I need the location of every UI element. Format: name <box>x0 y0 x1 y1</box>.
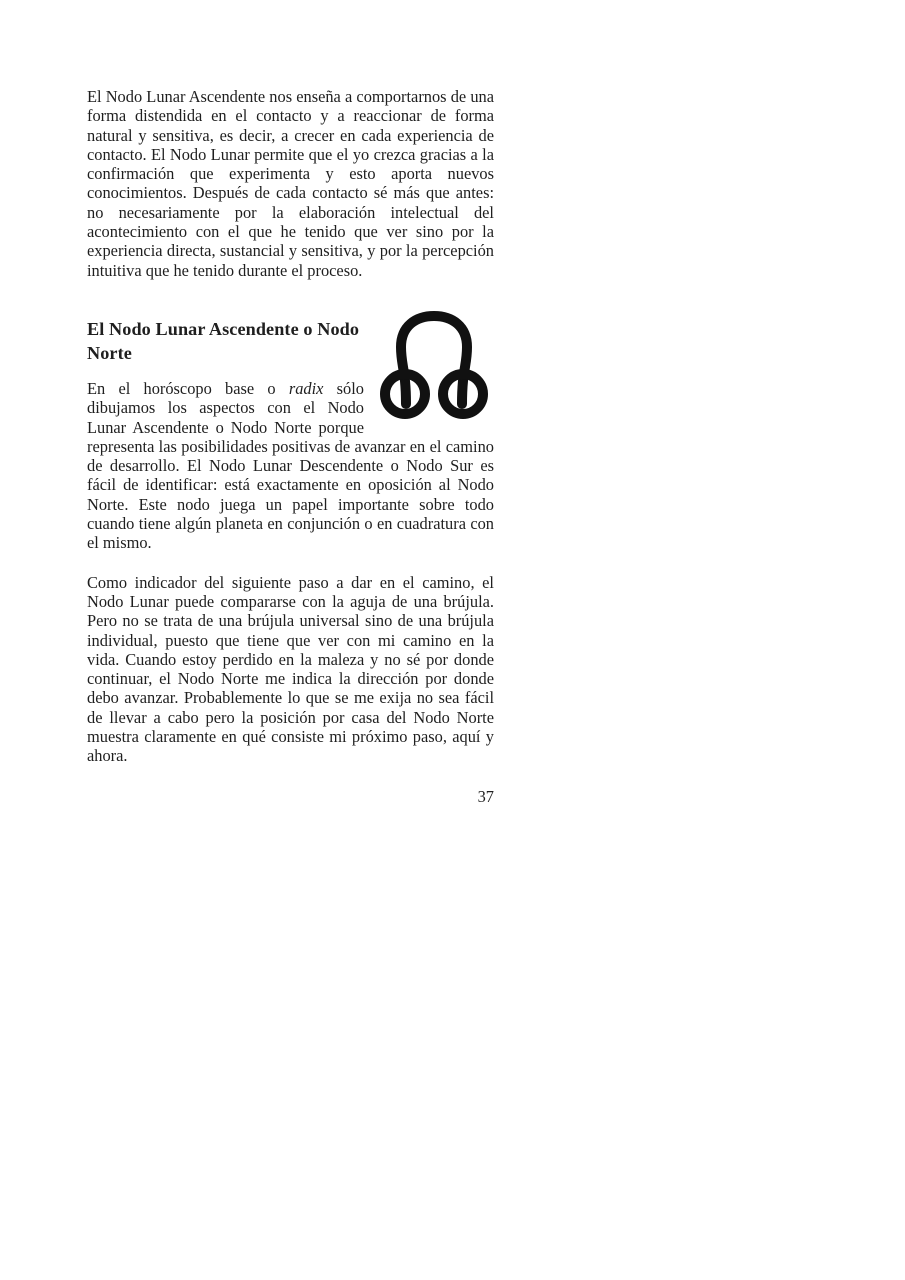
intro-paragraph: El Nodo Lunar Ascendente nos enseña a comportarnos de una forma distendida en el contacto y a reaccionar de forma natural y sensitiva, es decir, a crecer en cada experiencia de contacto. El Nodo Lunar permite que el yo crezca gracias a la confirmación que experimenta y esto aporta nuevos conocimientos. Después de cada contacto sé más que antes: no necesariamente por la elaboración intelectual del acontecimiento con el que he tenido que ver sino por la experiencia directa, sustancial y sensitiva, y por la percepción intuitiva que he tenido durante el proceso. <box>87 87 494 280</box>
page-number: 37 <box>477 787 494 806</box>
radix-term: radix <box>288 378 324 398</box>
radix-text-before: En el horóscopo base o <box>87 378 289 398</box>
radix-text-after: sólo dibujamos los aspectos con el Nodo Lunar Ascendente o Nodo Norte porque representa las posibilidades positivas de avanzar en el camino de desarrollo. El Nodo Lunar Descendente o Nodo Sur es fácil de identificar: está exactamente en oposición al Nodo Norte. Este nodo juega un papel importante sobre todo cuando tiene algún planeta en conjunción o en cuadratura con el mismo. <box>87 378 494 553</box>
text-column <box>87 87 494 766</box>
compass-paragraph: Como indicador del siguiente paso a dar en el camino, el Nodo Lunar puede compararse con la aguja de una brújula. Pero no se trata de una brújula universal sino de una brújula individual, puesto que tiene que ver con mi camino en la vida. Cuando estoy perdido en la maleza y no sé por donde continuar, el Nodo Norte me indica la dirección por donde debo avanzar. Probablemente lo que se me exija no sea fácil de llevar a cabo pero la posición por casa del Nodo Norte muestra claramente en qué consiste mi próximo paso, aquí y ahora. <box>87 572 494 766</box>
north-node-icon <box>378 310 490 422</box>
north-node-symbol <box>378 310 490 422</box>
section-heading: El Nodo Lunar Ascendente o Nodo Norte <box>87 318 360 364</box>
